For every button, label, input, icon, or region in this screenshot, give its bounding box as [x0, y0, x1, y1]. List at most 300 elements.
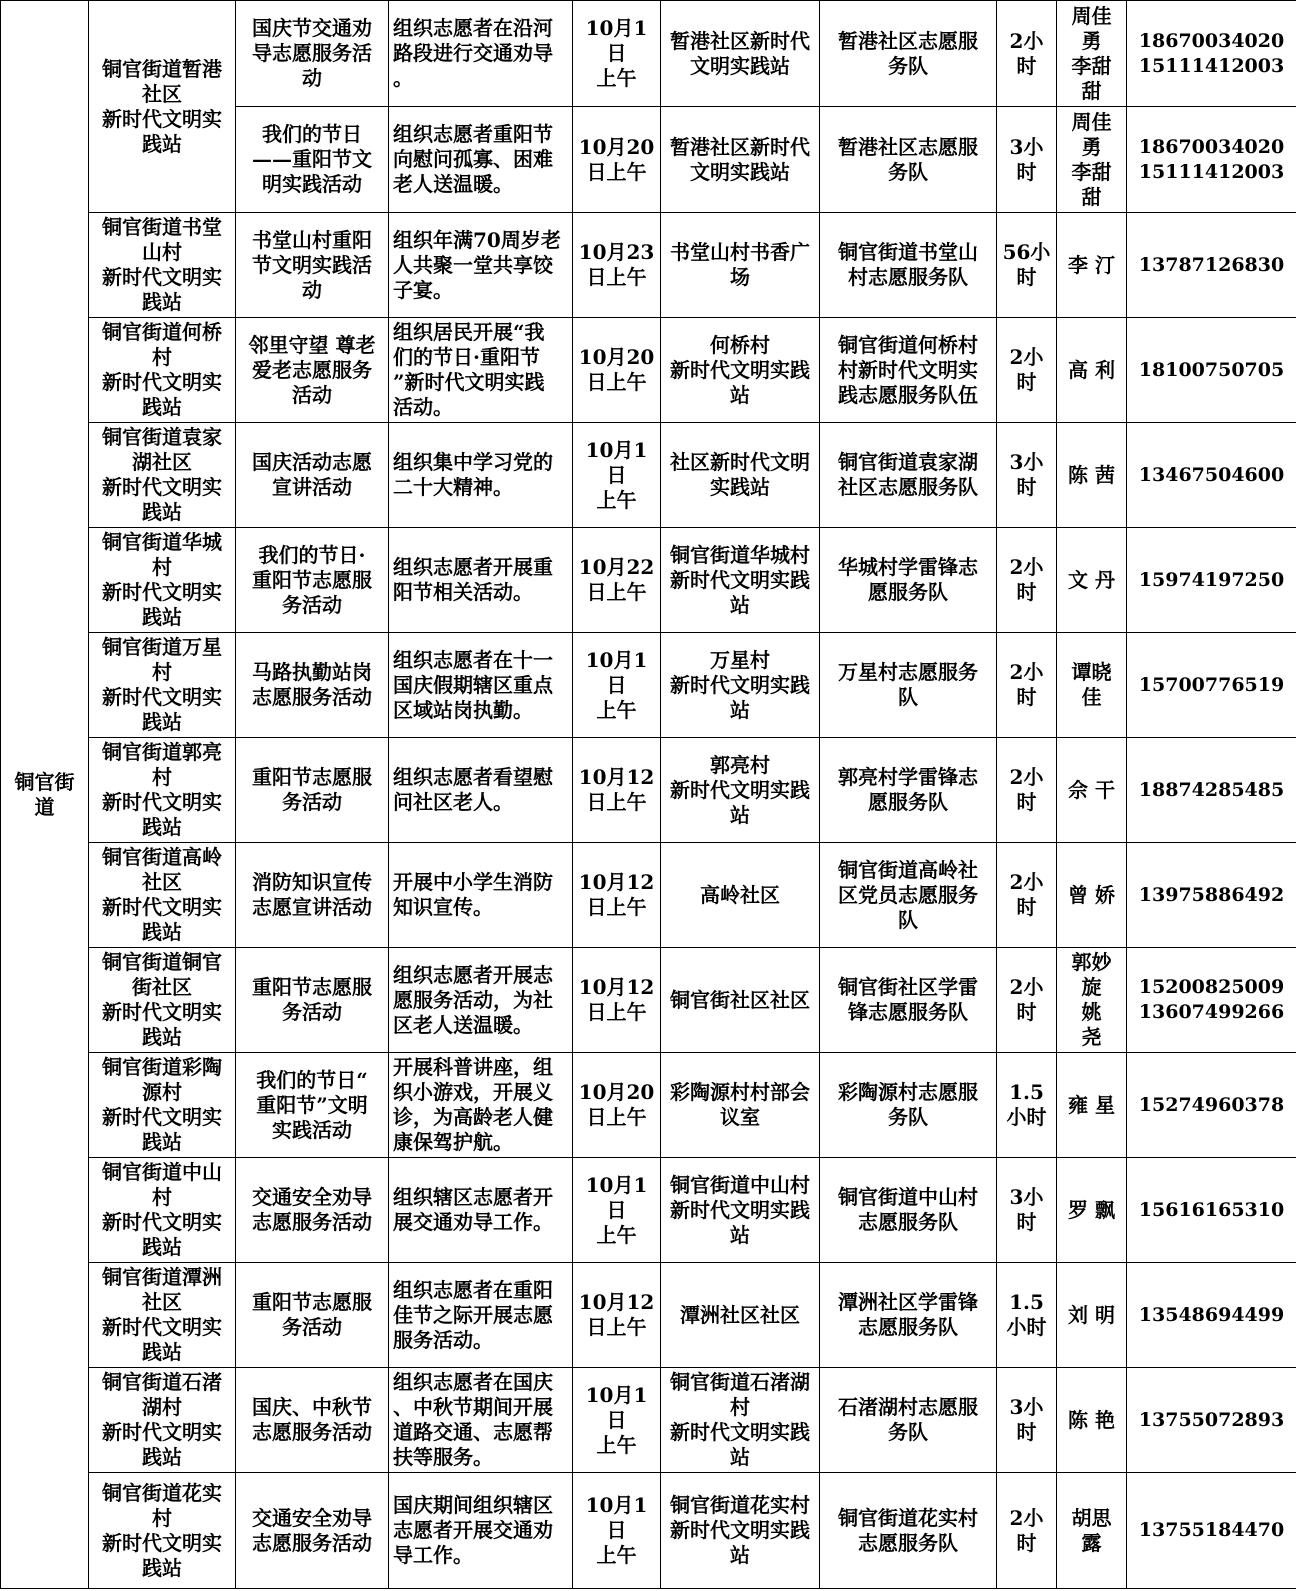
activity-time-cell [573, 213, 661, 318]
duration-cell [997, 948, 1057, 1053]
duration-line: 小时 [1006, 1315, 1047, 1339]
street-line: 铜官街 [14, 769, 75, 794]
phone-line: 13607499266 [1138, 1001, 1285, 1023]
activity-content-cell [389, 843, 573, 948]
activity-name-line: 导志愿服务活 [252, 41, 372, 65]
service-team-cell [820, 1158, 997, 1263]
duration-line: 时 [1016, 895, 1037, 919]
activity-location-line: 新时代文明实践 [670, 777, 810, 802]
activity-time-line: 10月20 [578, 345, 655, 369]
activity-name-line: 我们的节日 [262, 122, 362, 146]
activity-location-line: 暂港社区新时代 [670, 28, 810, 53]
practice-station-line: 铜官街道铜官 [102, 950, 222, 974]
activity-name-cell [236, 1, 389, 107]
contact-person-cell [1057, 107, 1127, 213]
duration-line: 2小 [1009, 345, 1044, 369]
contact-person-cell [1057, 1053, 1127, 1158]
service-team-line: 志愿服务队 [858, 1315, 958, 1339]
activity-location-line: 新时代文明实践 [670, 567, 810, 592]
table-body [1, 1, 1296, 1589]
phone-cell [1127, 738, 1296, 843]
activity-content-cell [389, 948, 573, 1053]
practice-station-line: 新时代文明实 [102, 1000, 222, 1024]
activity-location-cell [661, 318, 820, 423]
activity-content-line: 阳节相关活动。 [393, 580, 533, 604]
activity-content-line: 子宴。 [393, 277, 453, 302]
activity-location-line: 新时代文明实践 [670, 1420, 810, 1444]
contact-person-line: 罗 飘 [1068, 1197, 1115, 1222]
activity-content-line: 路段进行交通劝导 [393, 41, 553, 65]
practice-station-cell [89, 528, 236, 633]
service-team-cell [820, 528, 997, 633]
service-team-cell [820, 423, 997, 528]
duration-cell [997, 1473, 1057, 1589]
activity-name-line: 重阳节”文明 [256, 1092, 368, 1117]
activity-location-line: 新时代文明实践 [670, 672, 810, 697]
activity-location-line: 议室 [720, 1105, 760, 1129]
contact-person-line: 郭妙 [1071, 950, 1112, 974]
practice-station-line: 铜官街道书堂 [102, 215, 222, 239]
practice-station-line: 践站 [142, 1235, 182, 1259]
duration-line: 2小 [1009, 660, 1044, 684]
activity-location-line: 书堂山村书香广 [670, 240, 810, 264]
practice-station-line: 践站 [142, 131, 182, 156]
activity-time-line: 10月1日 [585, 16, 648, 65]
practice-station-line: 践站 [142, 1025, 182, 1049]
practice-station-line: 践站 [142, 1555, 182, 1580]
duration-cell [997, 423, 1057, 528]
contact-person-line: 露 [1081, 1530, 1102, 1555]
table-row [1, 1158, 1296, 1263]
contact-person-line: 甜 [1081, 78, 1102, 103]
phone-cell [1127, 843, 1296, 948]
phone-line: 13755184470 [1138, 1519, 1285, 1541]
contact-person-cell [1057, 528, 1127, 633]
service-team-line: 队 [898, 907, 918, 932]
practice-station-line: 铜官街道花实 [102, 1480, 222, 1505]
activity-name-line: 重阳节志愿服 [252, 567, 372, 592]
practice-station-line: 践站 [142, 710, 182, 734]
duration-cell [997, 1263, 1057, 1368]
duration-cell [997, 738, 1057, 843]
contact-person-line: 谭晓 [1071, 660, 1112, 684]
activity-content-line: 们的节日·重阳节 [393, 345, 540, 369]
table-row [1, 738, 1296, 843]
activity-name-line: 志愿服务活动 [252, 685, 372, 709]
activity-location-line: 高岭社区 [700, 882, 780, 907]
activity-time-line: 10月12 [578, 765, 655, 789]
service-team-cell [820, 107, 997, 213]
contact-person-line: 周佳 [1071, 109, 1112, 134]
activity-content-line: 开展中小学生消防 [393, 870, 553, 894]
activity-location-line: 潭洲社区社区 [680, 1302, 800, 1327]
activity-content-line: 知识宣传。 [393, 895, 493, 919]
activity-name-line: 我们的节日“ [256, 1067, 368, 1092]
activity-content-cell [389, 1053, 573, 1158]
activity-time-cell [573, 1158, 661, 1263]
service-team-cell [820, 1, 997, 107]
table-row [1, 1368, 1296, 1473]
contact-person-line: 李 汀 [1068, 252, 1115, 277]
service-team-line: 暂港社区志愿服 [838, 28, 978, 53]
activity-time-line: 日上午 [586, 1105, 647, 1129]
contact-person-line: 陈 茜 [1068, 462, 1115, 487]
contact-person-line: 刘 明 [1068, 1302, 1115, 1327]
practice-station-line: 新时代文明实 [102, 1315, 222, 1339]
activity-content-line: 康保驾护航。 [393, 1130, 513, 1154]
activity-name-cell [236, 1368, 389, 1473]
contact-person-cell [1057, 738, 1127, 843]
practice-station-cell [89, 1368, 236, 1473]
service-team-cell [820, 318, 997, 423]
activity-location-line: 站 [730, 1222, 750, 1247]
phone-line: 18874285485 [1138, 778, 1285, 801]
practice-station-line: 铜官街道华城 [102, 530, 222, 554]
practice-station-cell [89, 738, 236, 843]
activity-content-line: 展交通劝导工作。 [393, 1210, 553, 1234]
activity-name-line: 交通安全劝导 [252, 1185, 372, 1209]
activity-location-line: 新时代文明实践 [670, 357, 810, 382]
activity-name-cell [236, 738, 389, 843]
practice-station-cell [89, 1053, 236, 1158]
activity-content-line: 二十大精神。 [393, 475, 513, 499]
activity-name-cell [236, 843, 389, 948]
practice-station-line: 村 [152, 765, 172, 789]
table-row [1, 1, 1296, 107]
duration-line: 2小 [1009, 975, 1044, 999]
phone-cell [1127, 1263, 1296, 1368]
activity-time-line: 10月20 [578, 1080, 655, 1104]
phone-line: 13787126830 [1138, 253, 1285, 276]
service-team-line: 区党员志愿服务 [838, 882, 978, 907]
service-team-line: 队 [898, 685, 918, 709]
practice-station-line: 村 [152, 660, 172, 684]
contact-person-line: 姚 [1081, 1000, 1102, 1024]
street-line: 道 [34, 794, 55, 819]
activity-name-cell [236, 528, 389, 633]
service-team-line: 铜官街道花实村 [838, 1505, 978, 1530]
practice-station-cell [89, 633, 236, 738]
duration-line: 时 [1016, 475, 1037, 499]
table-row [1, 1053, 1296, 1158]
activity-content-line: 愿服务活动，为社 [393, 987, 553, 1012]
activity-time-line: 10月22 [578, 555, 655, 579]
activity-content-line: 扶等服务。 [393, 1445, 493, 1469]
duration-line: 时 [1016, 159, 1037, 184]
service-team-line: 务队 [888, 53, 928, 78]
duration-line: 时 [1016, 53, 1037, 78]
activity-content-line: 诊，为高龄老人健 [393, 1105, 553, 1129]
contact-person-cell [1057, 1368, 1127, 1473]
service-team-line: 郭亮村学雷锋志 [838, 765, 978, 789]
contact-person-line: 李甜 [1071, 159, 1112, 184]
activity-content-line: 织小游戏，开展义 [393, 1080, 553, 1104]
service-team-line: 万星村志愿服务 [838, 660, 978, 684]
contact-person-line: 旋 [1081, 975, 1102, 999]
practice-station-line: 铜官街道郭亮 [102, 740, 222, 764]
activity-time-line: 日上午 [586, 370, 647, 394]
activity-content-cell [389, 1263, 573, 1368]
activity-content-line: 人共聚一堂共享饺 [393, 252, 553, 277]
activity-location-line: 实践站 [710, 475, 770, 499]
practice-station-line: 新时代文明实 [102, 1105, 222, 1129]
activity-time-cell [573, 1053, 661, 1158]
activity-time-line: 10月12 [578, 870, 655, 894]
activity-content-line: 组织居民开展“我 [393, 320, 545, 344]
activity-location-line: 文明实践站 [690, 53, 790, 78]
activity-name-line: 马路执勤站岗 [252, 660, 372, 684]
activity-content-line: 问社区老人。 [393, 790, 513, 814]
practice-station-line: 践站 [142, 290, 182, 314]
duration-line: 时 [1016, 1530, 1037, 1555]
practice-station-cell [89, 318, 236, 423]
service-team-line: 务队 [888, 1420, 928, 1444]
activity-location-line: 新时代文明实践 [670, 1518, 810, 1542]
service-team-line: 务队 [888, 1105, 928, 1129]
activity-content-cell [389, 318, 573, 423]
activity-time-cell [573, 1263, 661, 1368]
activity-time-line: 日上午 [586, 1000, 647, 1024]
service-team-line: 铜官街道袁家湖 [838, 450, 978, 474]
practice-station-line: 铜官街道中山 [102, 1160, 222, 1184]
duration-line: 56小 [1002, 240, 1051, 264]
practice-station-line: 社区 [142, 1290, 182, 1314]
activity-name-line: 动 [302, 277, 322, 302]
activity-name-line: 务活动 [282, 1315, 342, 1339]
activity-name-line: 爱老志愿服务 [252, 357, 372, 382]
contact-person-line: 佘 干 [1068, 777, 1115, 802]
activity-name-line: 我们的节日· [258, 542, 366, 567]
activity-name-line: 志愿服务活动 [252, 1530, 372, 1555]
service-team-cell [820, 1053, 997, 1158]
activity-time-line: 10月1日 [585, 1382, 648, 1432]
activity-time-cell [573, 738, 661, 843]
phone-line: 18100750705 [1138, 358, 1285, 381]
phone-cell [1127, 1158, 1296, 1263]
activity-name-line: 务活动 [282, 790, 342, 814]
table-row [1, 423, 1296, 528]
activity-time-line: 日上午 [586, 895, 647, 919]
contact-person-cell [1057, 1, 1127, 107]
phone-cell [1127, 1368, 1296, 1473]
practice-station-line: 新时代文明实 [102, 475, 222, 499]
phone-line: 13755072893 [1138, 1408, 1285, 1431]
practice-station-line: 新时代文明实 [102, 1420, 222, 1444]
practice-station-line: 源村 [142, 1080, 182, 1104]
practice-station-line: 铜官街道袁家 [102, 425, 222, 449]
phone-cell [1127, 948, 1296, 1053]
service-team-line: 彩陶源村志愿服 [838, 1080, 978, 1104]
duration-line: 1.5 [1009, 1080, 1044, 1104]
contact-person-line: 周佳 [1071, 3, 1112, 28]
activity-location-cell [661, 633, 820, 738]
phone-line: 13467504600 [1138, 463, 1285, 486]
practice-station-line: 铜官街道石渚 [102, 1370, 222, 1394]
activity-name-line: 重阳节志愿服 [252, 1290, 372, 1314]
practice-station-cell [89, 213, 236, 318]
activity-location-cell [661, 1263, 820, 1368]
contact-person-line: 曾 娇 [1068, 882, 1115, 907]
activity-location-cell [661, 843, 820, 948]
activity-content-line: 组织志愿者开展重 [393, 555, 553, 579]
practice-station-line: 铜官街道暂港 [102, 56, 222, 81]
practice-station-line: 新时代文明实 [102, 265, 222, 289]
contact-person-cell [1057, 423, 1127, 528]
activity-location-line: 何桥村 [710, 332, 770, 357]
duration-line: 3小 [1009, 1395, 1044, 1419]
practice-station-line: 村 [152, 345, 172, 369]
duration-line: 时 [1016, 685, 1037, 709]
activity-content-line: 区老人送温暖。 [393, 1012, 533, 1037]
contact-person-cell [1057, 1158, 1127, 1263]
activity-location-cell [661, 1368, 820, 1473]
activity-name-line: 志愿宣讲活动 [252, 895, 372, 919]
activity-time-cell [573, 948, 661, 1053]
activity-location-line: 铜官街道华城村 [670, 542, 810, 567]
activity-content-line: 组织志愿者开展志 [393, 962, 553, 987]
activity-name-line: 动 [302, 66, 322, 90]
activity-content-line: 志愿者开展交通劝 [393, 1518, 553, 1542]
activity-name-line: 国庆活动志愿 [252, 450, 372, 474]
activity-time-line: 10月12 [578, 975, 655, 999]
service-team-line: 村新时代文明实 [838, 357, 978, 382]
service-team-line: 铜官街道中山村 [838, 1185, 978, 1209]
activity-time-cell [573, 107, 661, 213]
duration-line: 1.5 [1009, 1290, 1044, 1314]
activity-content-cell [389, 528, 573, 633]
contact-person-line: 李甜 [1071, 53, 1112, 78]
activity-time-line: 日上午 [586, 1315, 647, 1339]
activity-location-line: 彩陶源村村部会 [670, 1080, 810, 1104]
activity-content-line: 组织志愿者重阳节 [393, 122, 553, 146]
practice-station-line: 新时代文明实 [102, 790, 222, 814]
service-team-cell [820, 633, 997, 738]
phone-line: 13548694499 [1138, 1303, 1285, 1326]
activity-location-line: 站 [730, 592, 750, 617]
service-team-line: 华城村学雷锋志 [838, 555, 978, 579]
duration-cell [997, 1, 1057, 107]
activity-content-line: 国庆假期辖区重点 [393, 672, 553, 697]
activity-time-cell [573, 1368, 661, 1473]
activity-name-line: 宣讲活动 [272, 475, 352, 499]
activity-time-line: 日上午 [586, 265, 647, 289]
activity-time-cell [573, 1, 661, 107]
contact-person-line: 雍 星 [1068, 1092, 1115, 1117]
service-team-line: 潭洲社区学雷锋 [838, 1290, 978, 1314]
service-team-line: 志愿服务队 [858, 1210, 958, 1234]
service-team-line: 务队 [888, 159, 928, 184]
contact-person-line: 文 丹 [1068, 567, 1115, 592]
activity-time-cell [573, 423, 661, 528]
activity-location-line: 铜官街道花实村 [670, 1493, 810, 1517]
activity-time-cell [573, 633, 661, 738]
practice-station-line: 铜官街道高岭 [102, 845, 222, 869]
contact-person-cell [1057, 1263, 1127, 1368]
activity-content-line: 组织志愿者在十一 [393, 647, 553, 672]
duration-line: 时 [1016, 1000, 1037, 1024]
table-row [1, 318, 1296, 423]
activity-time-line: 10月1日 [585, 437, 648, 487]
duration-line: 2小 [1009, 1505, 1044, 1530]
duration-cell [997, 213, 1057, 318]
service-team-line: 志愿服务队 [858, 1530, 958, 1555]
practice-station-line: 新时代文明实 [102, 580, 222, 604]
service-team-cell [820, 213, 997, 318]
practice-station-cell [89, 843, 236, 948]
service-team-line: 铜官街社区学雷 [838, 975, 978, 999]
contact-person-line: 尧 [1081, 1025, 1102, 1049]
activity-time-line: 10月23 [578, 240, 655, 264]
activity-name-line: 消防知识宣传 [252, 870, 372, 894]
activity-time-line: 上午 [596, 487, 637, 512]
activity-content-line: 、中秋节期间开展 [393, 1395, 553, 1419]
service-team-line: 愿服务队 [868, 580, 948, 604]
phone-line: 15974197250 [1138, 568, 1285, 591]
activity-time-line: 10月1日 [585, 1172, 648, 1222]
duration-line: 2小 [1009, 555, 1044, 579]
practice-station-line: 湖社区 [132, 450, 192, 474]
practice-station-line: 社区 [142, 870, 182, 894]
activity-content-line: 开展科普讲座，组 [393, 1055, 553, 1079]
activity-time-line: 10月12 [578, 1290, 655, 1314]
activity-location-line: 站 [730, 1543, 750, 1567]
phone-cell [1127, 1053, 1296, 1158]
service-team-line: 践志愿服务队伍 [838, 382, 978, 407]
activity-content-cell [389, 423, 573, 528]
practice-station-line: 践站 [142, 1445, 182, 1469]
activity-name-cell [236, 1263, 389, 1368]
activity-name-line: 务活动 [282, 592, 342, 617]
phone-line: 15700776519 [1138, 673, 1285, 696]
duration-line: 时 [1016, 370, 1037, 394]
activity-content-cell [389, 738, 573, 843]
activity-content-line: 佳节之际开展志愿 [393, 1302, 553, 1327]
activity-name-line: 国庆节交通劝 [252, 16, 372, 40]
activity-location-cell [661, 107, 820, 213]
activity-content-line: 组织集中学习党的 [393, 450, 553, 474]
activity-location-line: 铜官街道中山村 [670, 1172, 810, 1197]
practice-station-line: 村 [152, 555, 172, 579]
contact-person-line: 甜 [1081, 184, 1102, 209]
phone-cell [1127, 318, 1296, 423]
practice-station-line: 新时代文明实 [102, 106, 222, 131]
practice-station-line: 铜官街道潭洲 [102, 1265, 222, 1289]
duration-line: 3小 [1009, 1185, 1044, 1209]
contact-person-line: 陈 艳 [1068, 1407, 1115, 1432]
activity-content-line: 服务活动。 [393, 1327, 493, 1352]
duration-cell [997, 843, 1057, 948]
practice-station-line: 践站 [142, 1130, 182, 1154]
activity-name-cell [236, 1158, 389, 1263]
activity-time-line: 日上午 [586, 580, 647, 604]
phone-line: 15616165310 [1138, 1198, 1285, 1221]
activity-location-cell [661, 1053, 820, 1158]
practice-station-cell [89, 1158, 236, 1263]
phone-cell [1127, 423, 1296, 528]
contact-person-cell [1057, 1473, 1127, 1589]
contact-person-cell [1057, 633, 1127, 738]
activity-location-cell [661, 423, 820, 528]
duration-line: 时 [1016, 580, 1037, 604]
duration-cell [997, 318, 1057, 423]
duration-line: 2小 [1009, 765, 1044, 789]
activity-content-line: 老人送温暖。 [393, 172, 513, 196]
table-row [1, 1263, 1296, 1368]
activity-time-line: 10月1日 [585, 1493, 648, 1542]
service-team-cell [820, 1368, 997, 1473]
practice-station-line: 新时代文明实 [102, 685, 222, 709]
activity-location-line: 郭亮村 [710, 752, 770, 777]
